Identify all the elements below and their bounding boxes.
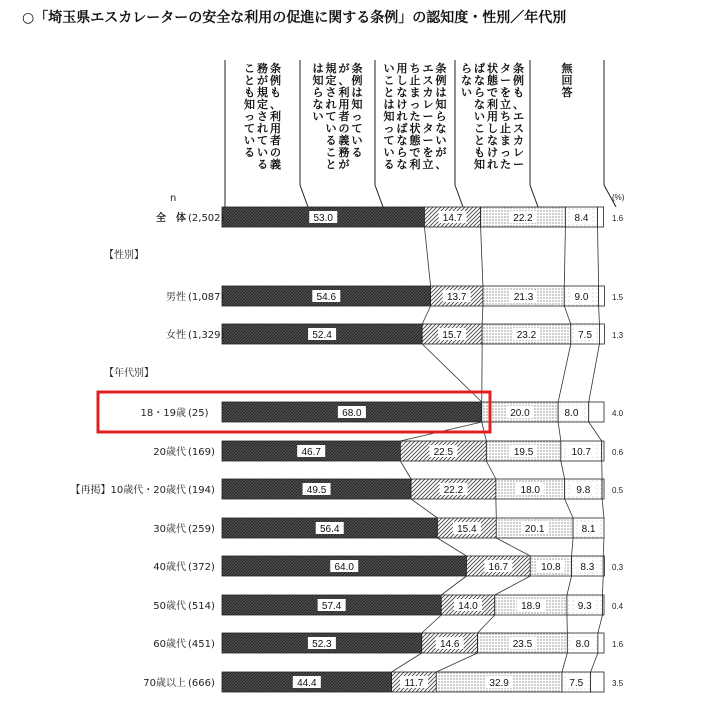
connector-line xyxy=(422,615,441,633)
legend-char: 例 xyxy=(435,74,447,87)
legend-char: さ xyxy=(325,86,337,99)
legend-char: る xyxy=(244,146,255,159)
value-label: 46.7 xyxy=(301,447,321,458)
legend-char: と xyxy=(325,158,337,171)
legend-char: 例 xyxy=(270,74,281,87)
legend-char: 条 xyxy=(351,62,363,75)
legend-char: い xyxy=(435,134,447,147)
value-label: 8.1 xyxy=(581,524,596,535)
value-label: 8.4 xyxy=(574,213,589,224)
legend-char: っ xyxy=(244,110,255,123)
legend-char: な xyxy=(474,98,485,111)
legend-char: ー xyxy=(500,74,511,87)
legend-char: は xyxy=(435,86,447,99)
legend-char: い xyxy=(461,86,472,99)
bar-segment xyxy=(589,402,604,422)
legend-char: で xyxy=(487,86,498,99)
connector-line xyxy=(567,576,572,595)
legend-char: な xyxy=(396,158,408,171)
legend-char: ま xyxy=(409,86,421,99)
legend-char: ー xyxy=(422,134,434,147)
legend-char: い xyxy=(244,134,255,147)
connector-line xyxy=(598,227,599,286)
value-label: 52.4 xyxy=(312,330,332,341)
legend-char: 務 xyxy=(338,146,350,159)
connector-line xyxy=(602,499,604,518)
legend-char: 知 xyxy=(435,98,447,111)
legend-divider-tail xyxy=(455,185,463,207)
value-label: 56.4 xyxy=(319,524,340,535)
connector-line xyxy=(422,306,430,324)
legend-char: い xyxy=(474,110,485,123)
legend-char: 回 xyxy=(561,74,573,87)
bar-segment xyxy=(603,556,604,576)
connector-line xyxy=(589,344,600,402)
connector-line xyxy=(599,306,600,324)
legend-char: ち xyxy=(409,62,421,75)
legend-char: 条 xyxy=(513,62,524,75)
legend-char: っ xyxy=(383,122,395,135)
connector-line xyxy=(495,576,531,595)
connector-line xyxy=(558,422,561,441)
legend-char: い xyxy=(351,134,363,147)
legend-char: て xyxy=(351,122,363,135)
legend-divider-tail xyxy=(530,185,538,207)
value-label: 54.6 xyxy=(316,292,337,303)
legend-char: を xyxy=(422,146,434,159)
legend-char: 利 xyxy=(338,86,350,99)
legend-char: い xyxy=(257,146,268,159)
legend-char: レ xyxy=(422,98,434,111)
legend-char: れ xyxy=(396,110,408,123)
row-n: (451) xyxy=(188,639,215,650)
legend-char: カ xyxy=(513,134,524,147)
legend-char: 例 xyxy=(513,74,524,87)
value-label: 64.0 xyxy=(334,562,354,573)
legend-char: 立 xyxy=(500,98,511,111)
legend-char: 態 xyxy=(409,134,421,147)
legend-char: い xyxy=(312,110,324,123)
legend-char: 利 xyxy=(409,158,421,171)
row-n: (194) xyxy=(188,485,215,496)
value-label: 22.2 xyxy=(443,485,464,496)
legend-char: こ xyxy=(474,122,485,135)
legend-char: も xyxy=(474,146,485,159)
legend-char: ー xyxy=(422,110,434,123)
value-label: 1.5 xyxy=(612,293,624,302)
bar-segment xyxy=(599,286,605,306)
legend xyxy=(225,60,616,207)
value-label: 68.0 xyxy=(342,408,362,419)
connector-line xyxy=(486,461,496,479)
value-label: 49.5 xyxy=(306,485,327,496)
n-label: n xyxy=(170,193,177,204)
unit-label: (%) xyxy=(612,193,625,202)
legend-char: 条 xyxy=(270,62,281,75)
legend-char: タ xyxy=(422,122,434,135)
legend-char: ば xyxy=(474,62,485,75)
connector-line xyxy=(565,499,573,518)
row-label: 20歳代 xyxy=(153,447,186,458)
row-label: 【再掲】10歳代・20歳代 xyxy=(70,485,186,496)
legend-char: ら xyxy=(396,146,408,159)
value-label: 32.9 xyxy=(489,678,509,689)
legend-char: は xyxy=(351,86,363,99)
legend-char: 利 xyxy=(487,98,498,111)
legend-char: ま xyxy=(500,134,511,147)
legend-char: と xyxy=(474,134,485,147)
bar-segment xyxy=(598,207,604,227)
value-label: 57.4 xyxy=(321,601,342,612)
legend-char: 条 xyxy=(435,62,447,75)
connector-line xyxy=(441,576,466,595)
value-label: 0.6 xyxy=(612,448,624,457)
bar-segment xyxy=(602,595,604,615)
chart-title: ○「埼玉県エスカレーターの安全な利用の促進に関する条例」の認知度・性別／年代別 xyxy=(22,10,567,26)
legend-char: な xyxy=(487,134,498,147)
legend-char: 義 xyxy=(270,158,281,171)
connector-line xyxy=(437,538,466,556)
connector-line xyxy=(436,653,477,672)
legend-char: 知 xyxy=(244,98,255,111)
row-n: (2,502) xyxy=(188,213,225,224)
value-label: 10.7 xyxy=(571,447,592,458)
legend-divider-tail xyxy=(375,185,383,207)
value-label: 52.3 xyxy=(312,639,332,650)
legend-char: れ xyxy=(487,158,498,171)
legend-char: る xyxy=(325,134,337,147)
value-label: 22.2 xyxy=(513,213,533,224)
legend-char: 止 xyxy=(409,74,421,87)
value-label: 14.7 xyxy=(442,213,463,224)
row-n: (372) xyxy=(188,562,215,573)
legend-char: も xyxy=(270,86,281,99)
legend-char: れ xyxy=(325,98,337,111)
value-label: 23.5 xyxy=(512,639,533,650)
legend-char: の xyxy=(270,146,281,159)
legend-char: て xyxy=(325,110,337,123)
connector-line xyxy=(589,422,602,441)
legend-char: で xyxy=(409,146,421,159)
legend-char: こ xyxy=(383,74,395,87)
legend-char: ら xyxy=(435,110,447,123)
legend-char: 状 xyxy=(409,122,421,135)
legend-char: て xyxy=(383,134,395,147)
value-label: 18.9 xyxy=(521,601,541,612)
row-label: 70歳以上 xyxy=(143,678,186,689)
legend-char: ス xyxy=(422,74,434,87)
legend-char: れ xyxy=(257,122,268,135)
row-label: 18・19歳 xyxy=(140,408,186,419)
legend-char: も xyxy=(244,86,255,99)
connector-line xyxy=(564,306,570,324)
legend-char: さ xyxy=(257,110,268,123)
value-label: 0.3 xyxy=(612,563,624,572)
connector-line xyxy=(411,499,437,518)
connector-line xyxy=(478,615,495,633)
connector-line xyxy=(603,538,604,556)
row-label: 全 体 xyxy=(156,213,186,224)
legend-char: が xyxy=(257,74,268,87)
legend-char: 知 xyxy=(383,110,395,123)
bars xyxy=(222,207,624,692)
legend-char: 答 xyxy=(561,86,573,99)
row-n: (259) xyxy=(188,524,215,535)
value-label: 7.5 xyxy=(578,330,593,341)
legend-char: い xyxy=(383,146,395,159)
legend-char: 状 xyxy=(487,62,498,75)
connector-line xyxy=(496,538,530,556)
legend-char: 立 xyxy=(422,158,434,171)
bar-segment xyxy=(602,441,604,461)
legend-char: 利 xyxy=(270,110,281,123)
legend-char: 態 xyxy=(487,74,498,87)
row-labels xyxy=(71,211,225,689)
legend-char: ば xyxy=(396,122,408,135)
legend-char: が xyxy=(338,62,350,75)
value-label: 21.3 xyxy=(513,292,534,303)
row-n: (25) xyxy=(188,408,209,419)
legend-char: は xyxy=(383,98,395,111)
legend-divider-tail xyxy=(300,185,308,207)
legend-char: 、 xyxy=(270,98,281,111)
legend-char: っ xyxy=(500,146,511,159)
legend-char: っ xyxy=(409,98,421,111)
legend-char: な xyxy=(435,122,447,135)
legend-char: 知 xyxy=(312,74,324,87)
legend-char: こ xyxy=(244,62,255,75)
legend-char: が xyxy=(435,146,447,159)
legend-char: エ xyxy=(513,110,524,123)
row-label: 女性 xyxy=(166,330,186,341)
legend-char: エ xyxy=(422,62,434,75)
value-label: 0.4 xyxy=(612,602,624,611)
legend-char: こ xyxy=(325,146,337,159)
legend-char: る xyxy=(351,146,363,159)
value-label: 53.0 xyxy=(313,213,333,224)
value-label: 0.5 xyxy=(612,486,624,495)
legend-char: 知 xyxy=(351,98,363,111)
legend-char: と xyxy=(244,74,255,87)
legend-char: な xyxy=(312,98,324,111)
value-label: 7.5 xyxy=(569,678,584,689)
legend-char: 、 xyxy=(513,98,524,111)
legend-char: て xyxy=(244,122,255,135)
legend-char: ち xyxy=(500,110,511,123)
value-label: 9.3 xyxy=(577,601,592,612)
legend-char: け xyxy=(396,98,408,111)
legend-char: て xyxy=(257,134,268,147)
legend-char: 用 xyxy=(487,110,498,123)
bar-segment xyxy=(591,672,604,692)
legend-char: ー xyxy=(513,158,524,171)
legend-char: る xyxy=(383,158,395,171)
connector-line xyxy=(400,461,411,479)
bar-segment xyxy=(599,324,604,344)
legend-char: 用 xyxy=(396,62,408,75)
legend-char: 定 xyxy=(325,74,337,87)
legend-char: も xyxy=(513,86,524,99)
value-label: 1.3 xyxy=(612,331,624,340)
legend-char: 務 xyxy=(257,62,268,75)
value-label: 15.4 xyxy=(457,524,477,535)
value-label: 23.2 xyxy=(516,330,537,341)
legend-char: た xyxy=(500,158,511,171)
legend-char: 用 xyxy=(270,122,281,135)
row-n: (169) xyxy=(188,447,215,458)
legend-char: け xyxy=(487,146,498,159)
value-label: 4.0 xyxy=(612,409,624,418)
section-age: 【年代別】 xyxy=(104,368,154,379)
value-label: 9.8 xyxy=(576,485,591,496)
value-label: 9.0 xyxy=(574,292,589,303)
value-label: 19.5 xyxy=(513,447,534,458)
legend-char: ら xyxy=(312,86,324,99)
connector-line xyxy=(598,615,603,633)
connector-line xyxy=(564,227,565,286)
legend-char: ら xyxy=(461,62,472,75)
legend-char: ス xyxy=(513,122,524,135)
legend-char: 規 xyxy=(325,62,337,75)
connector-line xyxy=(562,653,567,672)
row-label: 50歳代 xyxy=(153,601,186,612)
bar-segment xyxy=(598,633,604,653)
connector-line xyxy=(572,538,574,556)
row-label: 40歳代 xyxy=(153,562,186,573)
connector-line xyxy=(558,344,571,402)
value-label: 13.7 xyxy=(447,292,467,303)
value-label: 14.6 xyxy=(439,639,460,650)
connector-line xyxy=(591,653,598,672)
value-label: 18.0 xyxy=(520,485,541,496)
legend-char: し xyxy=(487,122,498,135)
row-n: (514) xyxy=(188,601,215,612)
value-label: 20.0 xyxy=(510,408,530,419)
connector-line xyxy=(561,461,565,479)
value-label: 14.0 xyxy=(458,601,478,612)
legend-char: が xyxy=(338,158,350,171)
connector-line xyxy=(424,227,430,286)
value-label: 15.7 xyxy=(442,330,462,341)
value-label: 3.5 xyxy=(612,679,624,688)
legend-char: 義 xyxy=(338,134,350,147)
row-label: 30歳代 xyxy=(153,524,186,535)
connector-line xyxy=(481,227,483,286)
legend-char: 、 xyxy=(435,158,447,171)
row-label: 男性 xyxy=(166,292,186,303)
legend-char: 止 xyxy=(500,122,511,135)
value-label: 44.4 xyxy=(297,678,317,689)
section-gender: 【性別】 xyxy=(104,250,144,261)
value-label: 1.6 xyxy=(612,640,624,649)
value-label: 8.0 xyxy=(575,639,590,650)
bar-segment xyxy=(602,479,604,499)
legend-char: 用 xyxy=(338,98,350,111)
legend-char: い xyxy=(383,62,395,75)
legend-char: な xyxy=(396,134,408,147)
value-label: 8.3 xyxy=(580,562,595,573)
legend-char: な xyxy=(461,74,472,87)
legend-char: い xyxy=(325,122,337,135)
connector-line xyxy=(392,653,422,672)
legend-char: る xyxy=(257,158,268,171)
legend-char: 規 xyxy=(257,86,268,99)
connector-line xyxy=(482,306,483,324)
legend-char: レ xyxy=(513,146,524,159)
value-label: 8.0 xyxy=(564,408,579,419)
legend-char: を xyxy=(500,86,511,99)
row-n: (1,329) xyxy=(188,330,225,341)
value-label: 16.7 xyxy=(488,562,509,573)
legend-char: ら xyxy=(474,86,485,99)
legend-char: っ xyxy=(351,110,363,123)
legend-char: は xyxy=(312,62,324,75)
legend-char: と xyxy=(383,86,395,99)
value-label: 1.6 xyxy=(612,214,624,223)
legend-char: な xyxy=(396,86,408,99)
row-label: 60歳代 xyxy=(153,639,186,650)
value-label: 22.5 xyxy=(433,447,454,458)
legend-char: な xyxy=(474,74,485,87)
connector-line xyxy=(602,576,603,595)
legend-char: 無 xyxy=(561,62,573,75)
legend-char: し xyxy=(396,74,408,87)
value-label: 10.8 xyxy=(541,562,561,573)
legend-char: 、 xyxy=(338,74,350,87)
legend-char: 定 xyxy=(257,98,268,111)
value-label: 20.1 xyxy=(524,524,545,535)
row-n: (1,087) xyxy=(188,292,225,303)
legend-char: タ xyxy=(500,62,511,75)
legend-char: 者 xyxy=(338,110,350,123)
legend-char: 知 xyxy=(474,158,485,171)
legend-char: カ xyxy=(422,86,434,99)
value-label: 11.7 xyxy=(404,678,424,689)
legend-char: の xyxy=(338,122,350,135)
legend-char: た xyxy=(409,110,421,123)
row-n: (666) xyxy=(188,678,215,689)
legend-char: 例 xyxy=(351,74,363,87)
legend-char: 者 xyxy=(270,134,281,147)
